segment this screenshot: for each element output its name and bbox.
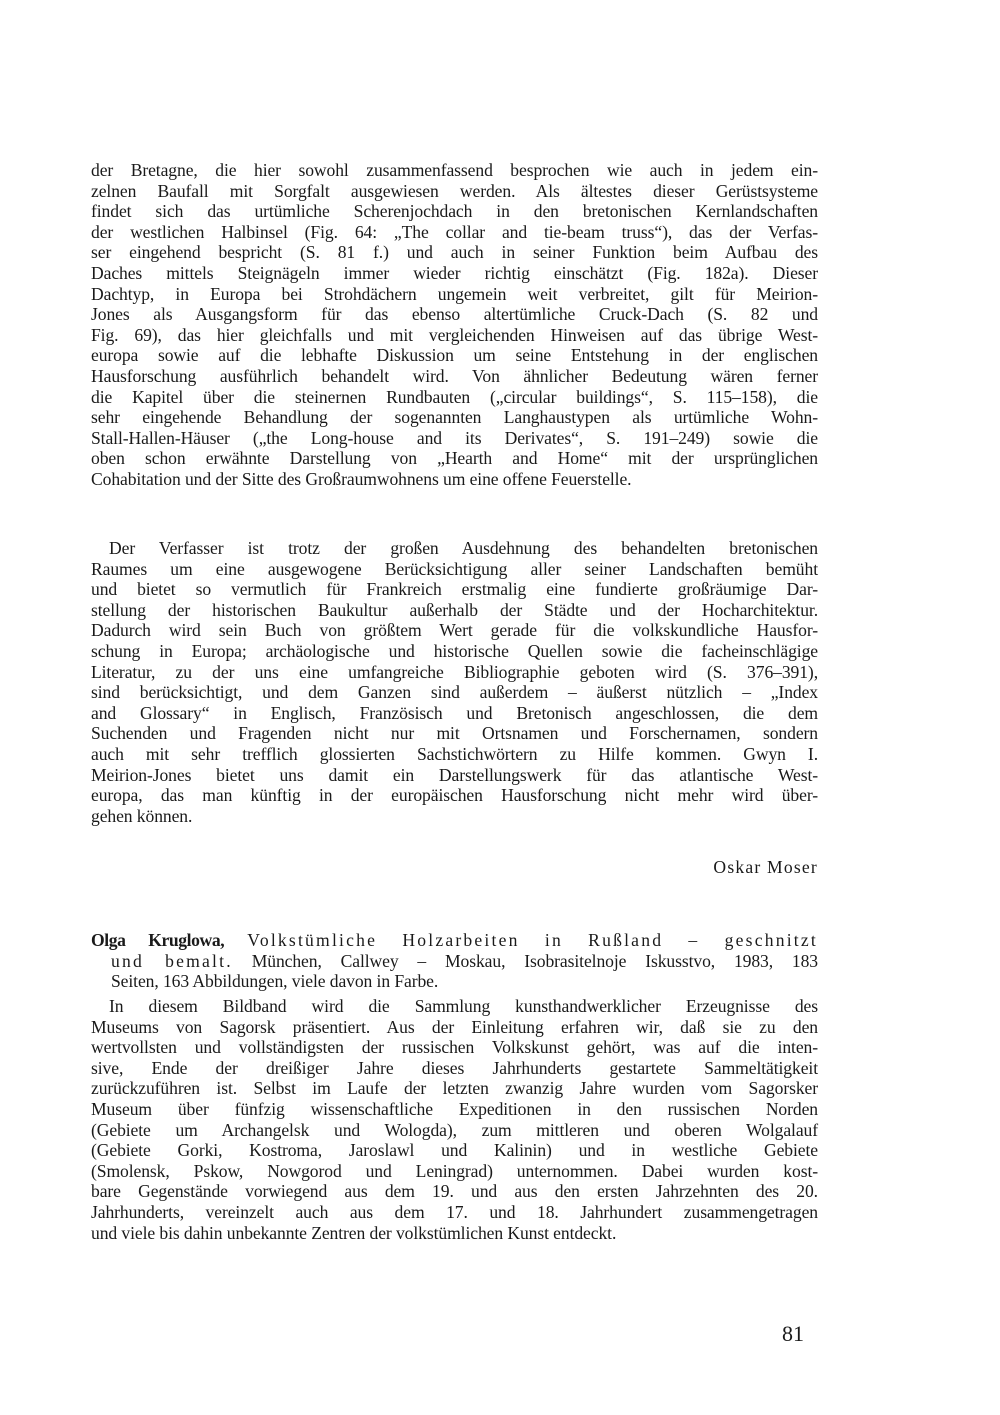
text-line: findet sich das urtümliche Scherenjochdach in den bretonischen Kernlandschaften <box>91 201 818 222</box>
reviewer-signature: Oskar Moser <box>713 857 818 877</box>
text-line: Hausforschung ausführlich behandelt wird. Von ähnlicher Bedeutung wären ferner <box>91 365 818 386</box>
review1-paragraph1 <box>91 160 818 490</box>
text-line: die Kapitel über die steinernen Rundbauten („circular buildings“, S. 115–158), die <box>91 386 818 407</box>
text-line: stellung der historischen Baukultur außerhalb der Städte und der Hocharchitektur. <box>91 599 818 620</box>
text-line: gehen können. <box>91 805 193 826</box>
text-line: zelnen Baufall mit Sorgfalt ausgewiesen werden. Als ältestes dieser Gerüstsysteme <box>91 180 818 201</box>
text-line: sehr eingehende Behandlung der sogenannten Langhaustypen als urtümliche Wohn- <box>91 407 818 428</box>
citation-line-3: Seiten, 163 Abbildungen, viele davon in Farbe. <box>111 971 439 992</box>
text-line: In diesem Bildband wird die Sammlung kunsthandwerklicher Erzeugnisse des <box>109 996 818 1016</box>
review2-paragraph1 <box>91 996 818 1243</box>
text-line: and Glossary“ in Englisch, Französisch und Bretonisch angeschlossen, die dem <box>91 702 818 723</box>
book-author: Olga Kruglowa, <box>91 930 225 950</box>
review1-paragraph2 <box>91 538 818 826</box>
book-title: Volkstümliche Holzarbeiten in Rußland – geschnitzt <box>247 930 818 950</box>
text-line: der westlichen Halbinsel (Fig. 64: „The collar and tie-beam truss“), das der Verfas- <box>91 221 818 242</box>
citation-line-2 <box>91 951 818 972</box>
text-line: sind berücksichtigt, und dem Ganzen sind außerdem – äußerst nützlich – „Index <box>91 682 818 703</box>
text-line: Jones als Ausgangsform für das ebenso altertümliche Cruck-Dach (S. 82 und <box>91 304 818 325</box>
text-line: oben schon erwähnte Darstellung von „Hearth and Home“ mit der ursprünglichen <box>91 448 818 469</box>
text-line: Meirion-Jones bietet uns damit ein Darstellungswerk für das atlantische West- <box>91 764 818 785</box>
review2-citation <box>91 930 818 992</box>
text-line: (Smolensk, Pskow, Nowgorod und Leningrad) unternommen. Dabei wurden kost- <box>91 1160 818 1181</box>
text-line: Raumes um eine ausgewogene Berücksichtigung aller seiner Landschaften bemüht <box>91 558 818 579</box>
text-line: (Gebiete Gorki, Kostroma, Jaroslawl und Kalinin) und in westliche Gebiete <box>91 1140 818 1161</box>
text-line: und viele bis dahin unbekannte Zentren der volkstümlichen Kunst entdeckt. <box>91 1222 617 1243</box>
text-line: Museums von Sagorsk präsentiert. Aus der Einleitung erfahren wir, daß sie zu den <box>91 1016 818 1037</box>
text-line: Suchenden und Fragenden nicht nur mit Ortsnamen und Forschernamen, sondern <box>91 723 818 744</box>
text-line: Daches mittels Steignägeln immer wieder richtig einschätzt (Fig. 182a). Dieser <box>91 262 818 283</box>
text-line: Fig. 69), das hier gleichfalls und mit vergleichenden Hinweisen auf das übrige West- <box>91 324 818 345</box>
text-line: ser eingehend bespricht (S. 81 f.) und auch in seiner Funktion beim Aufbau des <box>91 242 818 263</box>
citation-line-1 <box>91 930 818 951</box>
text-line: Literatur, zu der uns eine umfangreiche Bibliographie geboten wird (S. 376–391), <box>91 661 818 682</box>
book-title-continued: und bemalt. <box>111 950 233 971</box>
text-line: Der Verfasser ist trotz der großen Ausdehnung des behandelten bretonischen <box>109 538 818 558</box>
page-number: 81 <box>782 1321 804 1346</box>
publication-info: München, Callwey – Moskau, Isobrasitelnoje Iskusstvo, 1983, 183 <box>251 950 818 971</box>
text-line: sive, Ende der dreißiger Jahre dieses Jahrhunderts gestartete Sammeltätigkeit <box>91 1057 818 1078</box>
text-line: Dachtyp, in Europa bei Strohdächern ungemein weit verbreitet, gilt für Meirion- <box>91 283 818 304</box>
text-line: bare Gegenstände vorwiegend aus dem 19. und aus den ersten Jahrzehnten des 20. <box>91 1181 818 1202</box>
text-line: Cohabitation und der Sitte des Großraumwohnens um eine offene Feuerstelle. <box>91 468 632 489</box>
text-line: schung in Europa; archäologische und historische Quellen sowie die facheinschlägige <box>91 640 818 661</box>
text-line: Dadurch wird sein Buch von größtem Wert gerade für die volkskundliche Hausfor- <box>91 620 818 641</box>
text-line: europa sowie auf die lebhafte Diskussion um seine Entstehung in der englischen <box>91 345 818 366</box>
text-line: und bietet so vermutlich für Frankreich erstmalig eine fundierte großräumige Dar- <box>91 579 818 600</box>
text-line: Museum über fünfzig wissenschaftliche Expeditionen in den russischen Norden <box>91 1098 818 1119</box>
text-line: zurückzuführen ist. Selbst im Laufe der letzten zwanzig Jahre wurden vom Sagorsker <box>91 1078 818 1099</box>
text-line: europa, das man künftig in der europäischen Hausforschung nicht mehr wird über- <box>91 785 818 806</box>
text-line: (Gebiete um Archangelsk und Wologda), zum mittleren und oberen Wolgalauf <box>91 1119 818 1140</box>
text-line: Jahrhunderts, vereinzelt auch aus dem 17. und 18. Jahrhundert zusammengetragen <box>91 1201 818 1222</box>
text-line: der Bretagne, die hier sowohl zusammenfassend besprochen wie auch in jedem ein- <box>91 160 818 180</box>
text-line: wertvollsten und vollständigsten der russischen Volkskunst gehört, was auf die inten- <box>91 1037 818 1058</box>
text-line: auch mit sehr trefflich glossierten Sachstichwörtern zu Hilfe kommen. Gwyn I. <box>91 743 818 764</box>
text-line: Stall-Hallen-Häuser („the Long-house and its Derivates“, S. 191–249) sowie die <box>91 427 818 448</box>
